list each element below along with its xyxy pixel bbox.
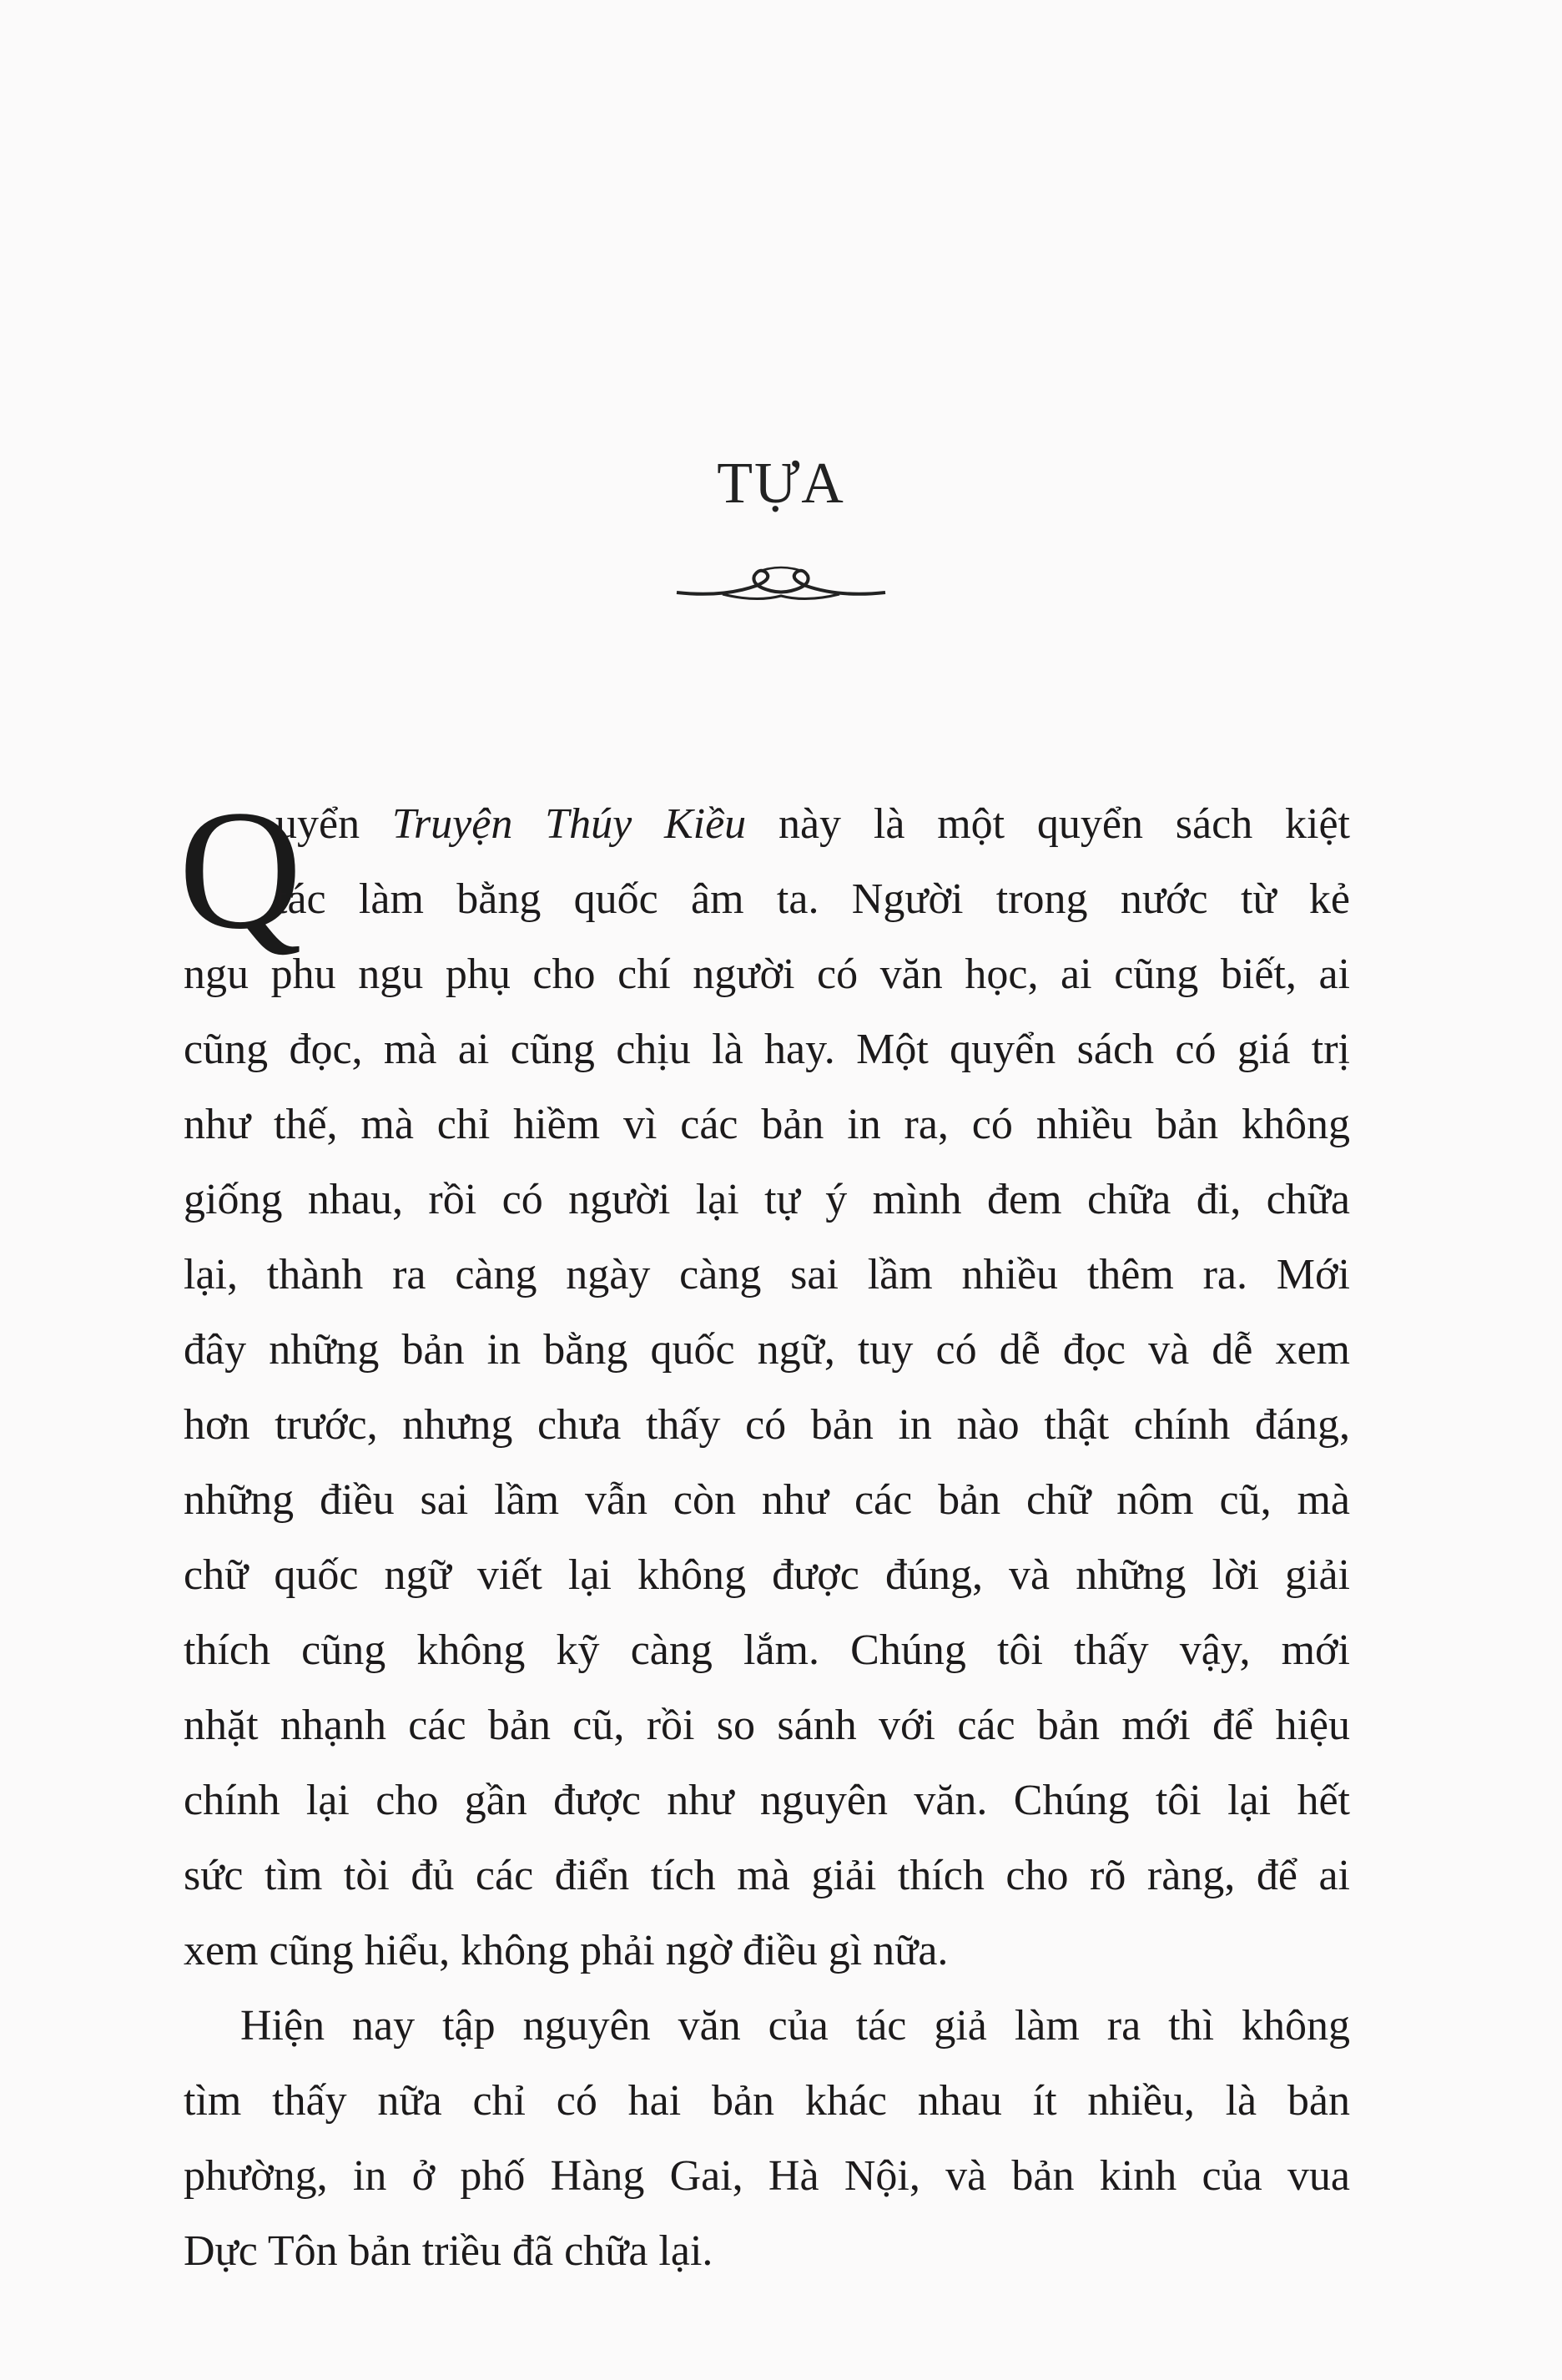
- text-line: [275, 799, 1350, 850]
- text-line: nhặt nhạnh các bản cũ, rồi so sánh với các bản mới để hiệu: [184, 1702, 1350, 1749]
- text-line: ngu phu ngu phụ cho chí người có văn học, ai cũng biết, ai: [184, 950, 1350, 998]
- text-line: hơn trước, nhưng chưa thấy có bản in nào thật chính đáng,: [184, 1401, 1350, 1449]
- text-line: như thế, mà chỉ hiềm vì các bản in ra, có nhiều bản không: [184, 1101, 1350, 1148]
- text-line: những điều sai lầm vẫn còn như các bản chữ nôm cũ, mà: [184, 1476, 1350, 1524]
- text-line: Dực Tôn bản triều đã chữa lại.: [184, 2227, 713, 2275]
- text-line: lại, thành ra càng ngày càng sai lầm nhiều thêm ra. Mới: [184, 1251, 1350, 1298]
- drop-cap: Q: [179, 775, 303, 965]
- book-title-italic: Truyện Thúy Kiều: [391, 800, 747, 848]
- flourish-divider-icon: [673, 561, 889, 611]
- text-line: chữ quốc ngữ viết lại không được đúng, và những lời giải: [184, 1551, 1350, 1599]
- text-line: Hiện nay tập nguyên văn của tác giả làm ra thì không: [240, 2002, 1350, 2050]
- text-line: giống nhau, rồi có người lại tự ý mình đem chữa đi, chữa: [184, 1176, 1350, 1223]
- text-line: thích cũng không kỹ càng lắm. Chúng tôi thấy vậy, mới: [184, 1626, 1350, 1674]
- chapter-heading: TỰA: [717, 451, 845, 516]
- text-line: xem cũng hiểu, không phải ngờ điều gì nữa.: [184, 1927, 949, 1974]
- text-span: này là một quyển sách kiệt: [746, 800, 1350, 848]
- text-span: uyển: [275, 800, 392, 848]
- text-line: phường, in ở phố Hàng Gai, Hà Nội, và bản kinh của vua: [184, 2152, 1350, 2200]
- text-line: đây những bản in bằng quốc ngữ, tuy có dễ đọc và dễ xem: [184, 1326, 1350, 1374]
- text-line: chính lại cho gần được như nguyên văn. Chúng tôi lại hết: [184, 1777, 1350, 1824]
- text-line: cũng đọc, mà ai cũng chịu là hay. Một quyển sách có giá trị: [184, 1026, 1350, 1073]
- text-line: tác làm bằng quốc âm ta. Người trong nước từ kẻ: [275, 875, 1350, 923]
- text-line: sức tìm tòi đủ các điển tích mà giải thích cho rõ ràng, để ai: [184, 1852, 1350, 1899]
- text-line: tìm thấy nữa chỉ có hai bản khác nhau ít nhiều, là bản: [184, 2077, 1350, 2125]
